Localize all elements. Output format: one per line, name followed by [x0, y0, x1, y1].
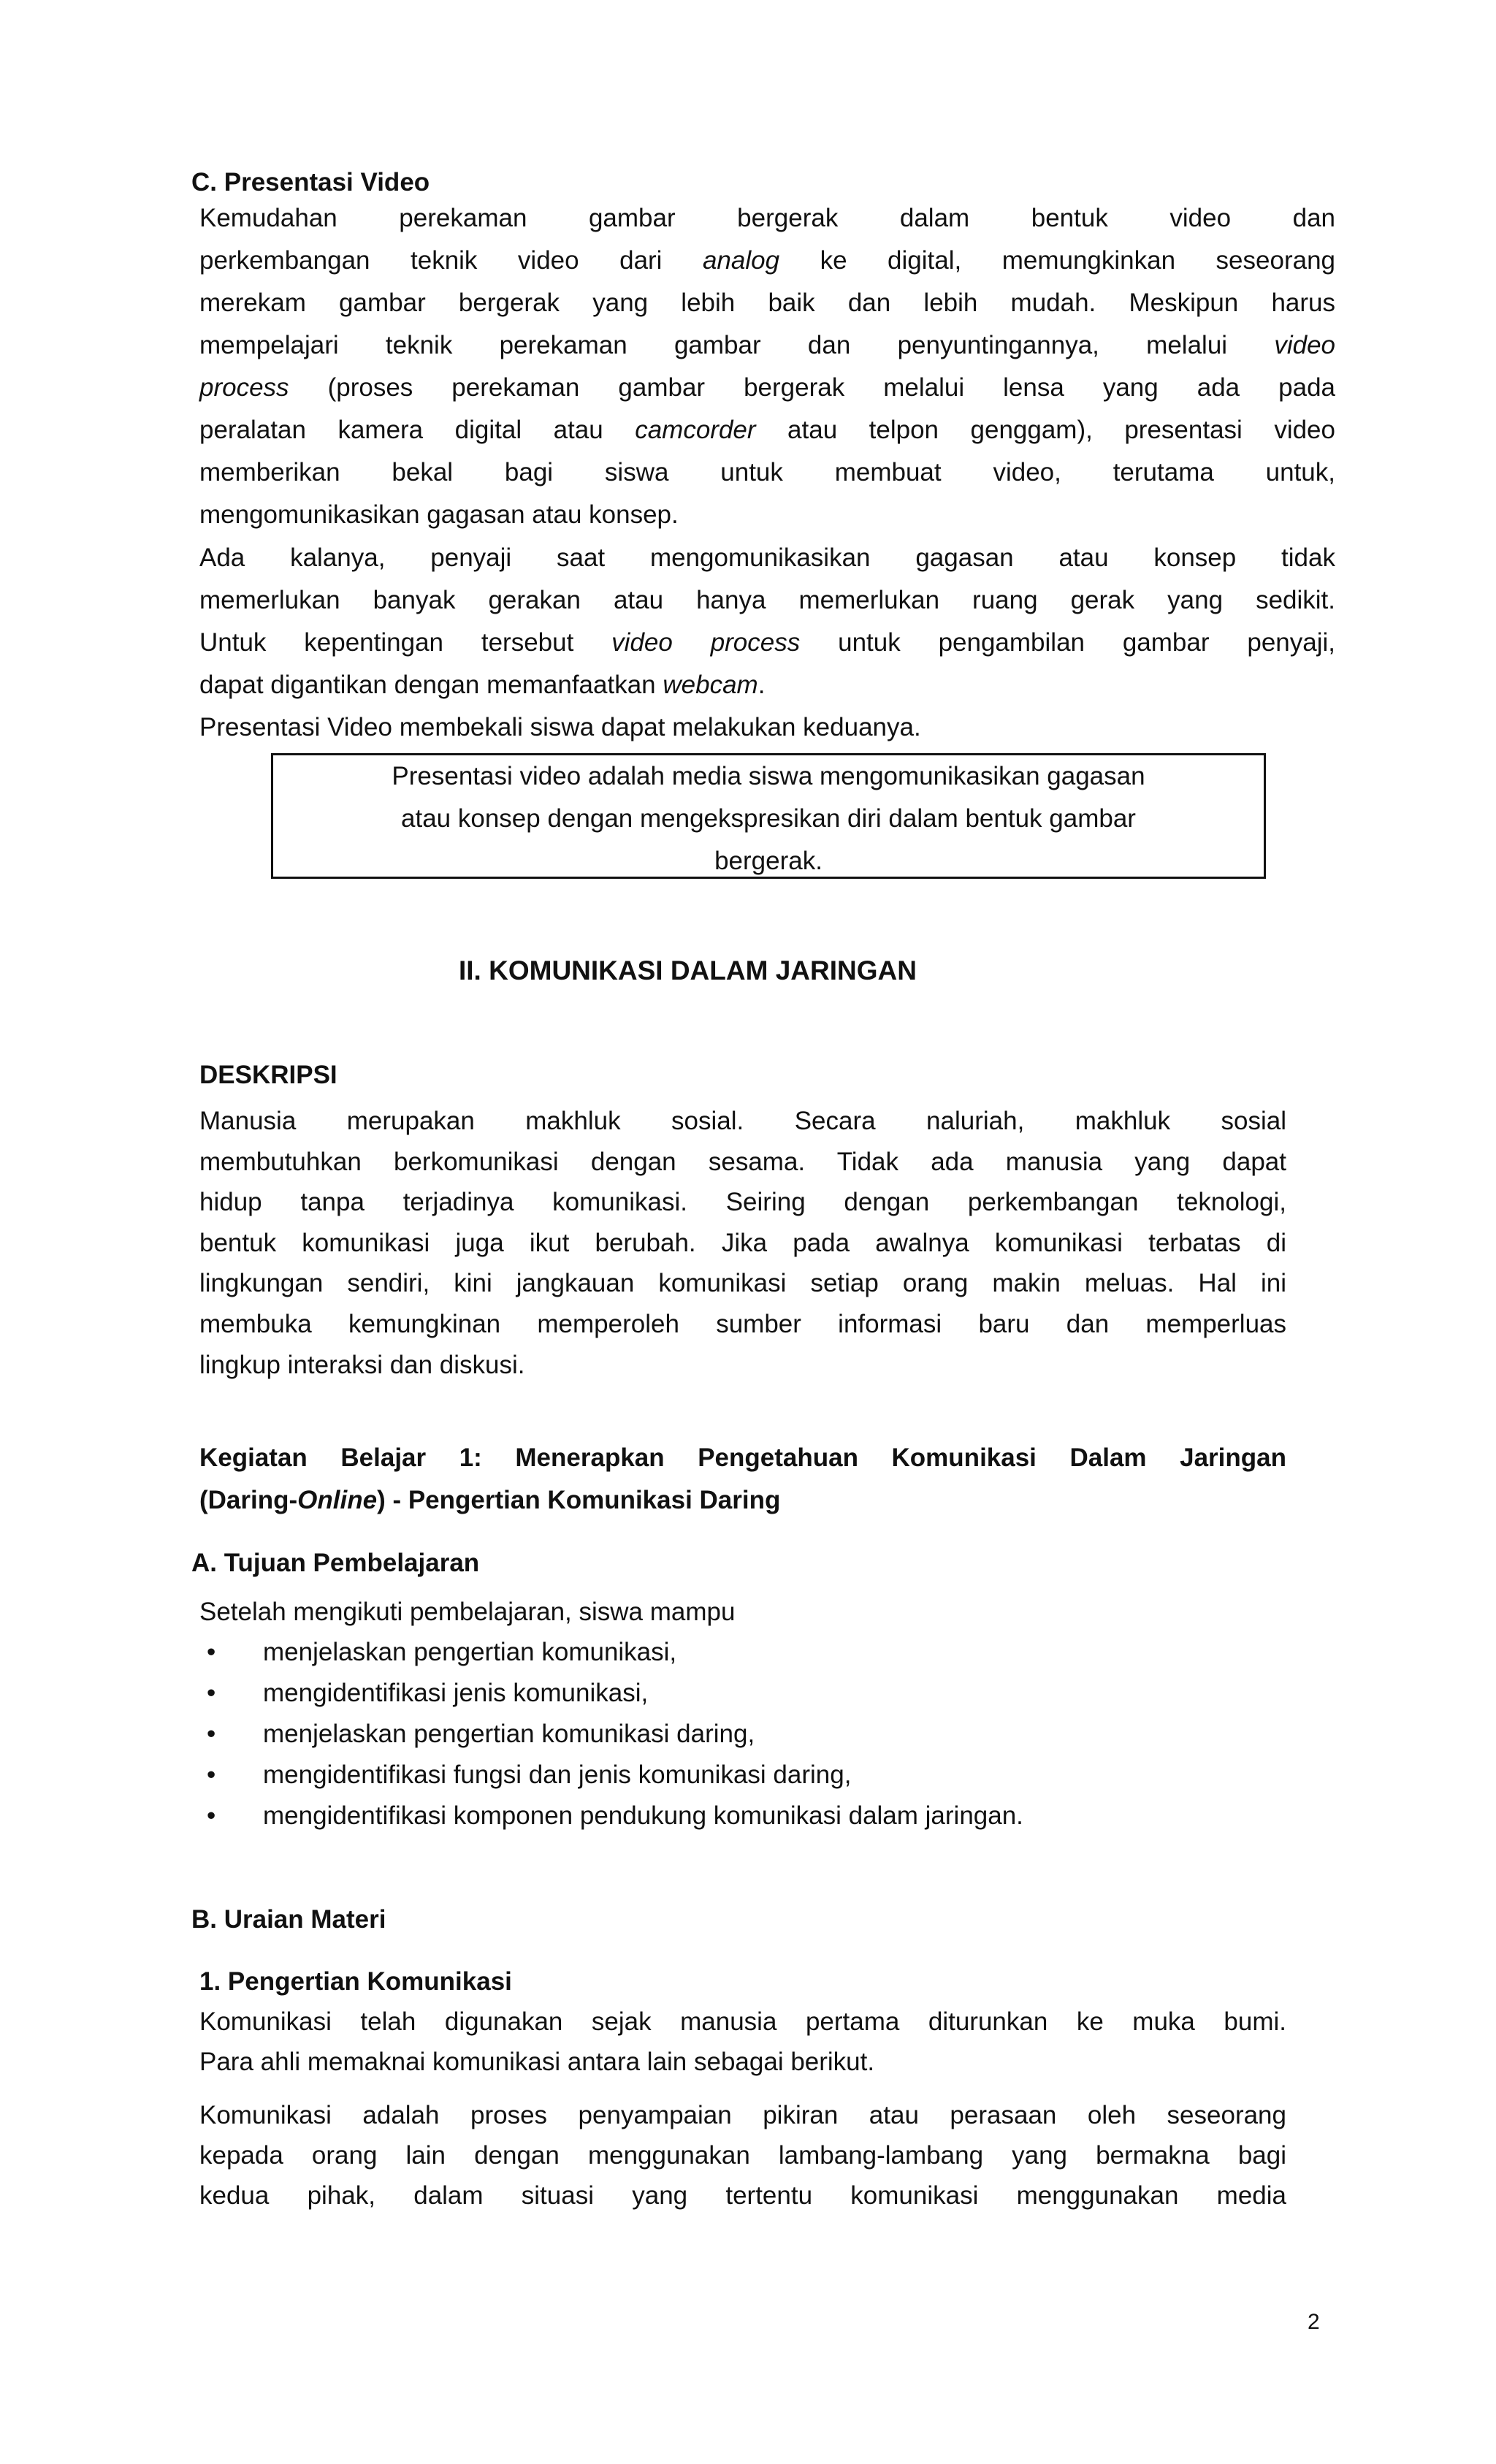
- text-line: process (proses perekaman gambar bergerak melalui lensa yang ada pada: [199, 373, 1335, 402]
- box-line: Presentasi video adalah media siswa mengomunikasikan gagasan: [392, 762, 1145, 790]
- tujuan-intro: Setelah mengikuti pembelajaran, siswa mampu: [199, 1598, 736, 1626]
- tujuan-list: [207, 1632, 1302, 1836]
- text-line: perkembangan teknik video dari analog ke digital, memungkinkan seseorang: [199, 246, 1336, 275]
- uraian-paragraph-2: [199, 2095, 1286, 2216]
- list-item: [207, 1755, 1302, 1796]
- list-item-text: mengidentifikasi komponen pendukung komunikasi dalam jaringan.: [263, 1801, 1023, 1830]
- kegiatan-line-2-a: (Daring-: [199, 1486, 298, 1514]
- text-line: lingkungan sendiri, kini jangkauan komunikasi setiap orang makin meluas. Hal ini: [199, 1269, 1286, 1298]
- text-line: memerlukan banyak gerakan atau hanya memerlukan ruang gerak yang sedikit.: [199, 586, 1335, 614]
- text-line: memberikan bekal bagi siswa untuk membuat video, terutama untuk,: [199, 458, 1335, 487]
- text-line: bentuk komunikasi juga ikut berubah. Jika pada awalnya komunikasi terbatas di: [199, 1228, 1286, 1257]
- deskripsi-heading: DESKRIPSI: [199, 1061, 337, 1089]
- text-line: Untuk kepentingan tersebut video process untuk pengambilan gambar penyaji,: [199, 628, 1335, 657]
- bullet: •: [207, 1638, 216, 1666]
- italic-term: analog: [702, 246, 780, 275]
- bullet: •: [207, 1720, 216, 1748]
- kegiatan-heading: [199, 1437, 1286, 1522]
- text-line: hidup tanpa terjadinya komunikasi. Seiring dengan perkembangan teknologi,: [199, 1188, 1286, 1217]
- uraian-heading: B. Uraian Materi: [191, 1905, 386, 1934]
- text-line: Ada kalanya, penyaji saat mengomunikasikan gagasan atau konsep tidak: [199, 543, 1335, 572]
- list-item-text: mengidentifikasi fungsi dan jenis komunikasi daring,: [263, 1761, 852, 1789]
- text-line: merekam gambar bergerak yang lebih baik dan lebih mudah. Meskipun harus: [199, 289, 1335, 317]
- italic-term: process: [199, 373, 289, 402]
- chapter-title: II. KOMUNIKASI DALAM JARINGAN: [459, 956, 917, 985]
- kegiatan-line-1: Kegiatan Belajar 1: Menerapkan Pengetahuan Komunikasi Dalam Jaringan: [199, 1443, 1286, 1472]
- text-line: mengomunikasikan gagasan atau konsep.: [199, 500, 679, 529]
- list-item-text: menjelaskan pengertian komunikasi,: [263, 1638, 677, 1666]
- text-line: lingkup interaksi dan diskusi.: [199, 1350, 525, 1379]
- box-line: bergerak.: [714, 847, 823, 875]
- section-c-heading: C. Presentasi Video: [191, 168, 430, 197]
- kegiatan-line-2-italic: Online: [297, 1486, 378, 1514]
- tujuan-heading: A. Tujuan Pembelajaran: [191, 1549, 480, 1577]
- text-line: peralatan kamera digital atau camcorder atau telpon genggam), presentasi video: [199, 416, 1335, 444]
- italic-term: video: [1274, 331, 1335, 359]
- list-item: [207, 1673, 1302, 1714]
- text-line: dapat digantikan dengan memanfaatkan webcam.: [199, 671, 766, 699]
- list-item-text: menjelaskan pengertian komunikasi daring,: [263, 1720, 755, 1748]
- italic-term: video process: [611, 628, 801, 657]
- section-c-paragraph-1: [199, 197, 1335, 536]
- section-c-paragraph-3: Presentasi Video membekali siswa dapat melakukan keduanya.: [199, 713, 921, 741]
- definition-box: [271, 753, 1266, 879]
- box-line: atau konsep dengan mengekspresikan diri dalam bentuk gambar: [401, 804, 1136, 833]
- list-item: [207, 1632, 1302, 1673]
- section-c-paragraph-2: [199, 537, 1335, 706]
- deskripsi-paragraph: [199, 1101, 1286, 1385]
- italic-term: webcam: [663, 671, 758, 699]
- text-line: kedua pihak, dalam situasi yang tertentu komunikasi menggunakan media: [199, 2181, 1286, 2210]
- bullet: •: [207, 1679, 216, 1707]
- text-line: Komunikasi telah digunakan sejak manusia pertama diturunkan ke muka bumi.: [199, 2007, 1286, 2036]
- page-number: 2: [1308, 2310, 1320, 2334]
- text-line: Manusia merupakan makhluk sosial. Secara naluriah, makhluk sosial: [199, 1107, 1286, 1135]
- text-line: Kemudahan perekaman gambar bergerak dalam bentuk video dan: [199, 204, 1335, 232]
- text-line: kepada orang lain dengan menggunakan lambang-lambang yang bermakna bagi: [199, 2141, 1286, 2170]
- list-item: [207, 1714, 1302, 1755]
- text-line: Komunikasi adalah proses penyampaian pikiran atau perasaan oleh seseorang: [199, 2101, 1286, 2129]
- text-line: membuka kemungkinan memperoleh sumber informasi baru dan memperluas: [199, 1309, 1286, 1338]
- text-line: Para ahli memaknai komunikasi antara lain sebagai berikut.: [199, 2048, 875, 2076]
- text-line: membutuhkan berkomunikasi dengan sesama. Tidak ada manusia yang dapat: [199, 1147, 1286, 1176]
- kegiatan-line-2-c: ) - Pengertian Komunikasi Daring: [377, 1486, 781, 1514]
- text-line: mempelajari teknik perekaman gambar dan penyuntingannya, melalui video: [199, 331, 1335, 359]
- bullet: •: [207, 1761, 216, 1789]
- pengertian-subheading: 1. Pengertian Komunikasi: [199, 1967, 512, 1996]
- list-item: [207, 1796, 1302, 1836]
- bullet: •: [207, 1801, 216, 1830]
- list-item-text: mengidentifikasi jenis komunikasi,: [263, 1679, 649, 1707]
- kegiatan-line-2: [199, 1479, 1286, 1522]
- italic-term: camcorder: [635, 416, 756, 444]
- uraian-paragraph-1: [199, 2002, 1286, 2082]
